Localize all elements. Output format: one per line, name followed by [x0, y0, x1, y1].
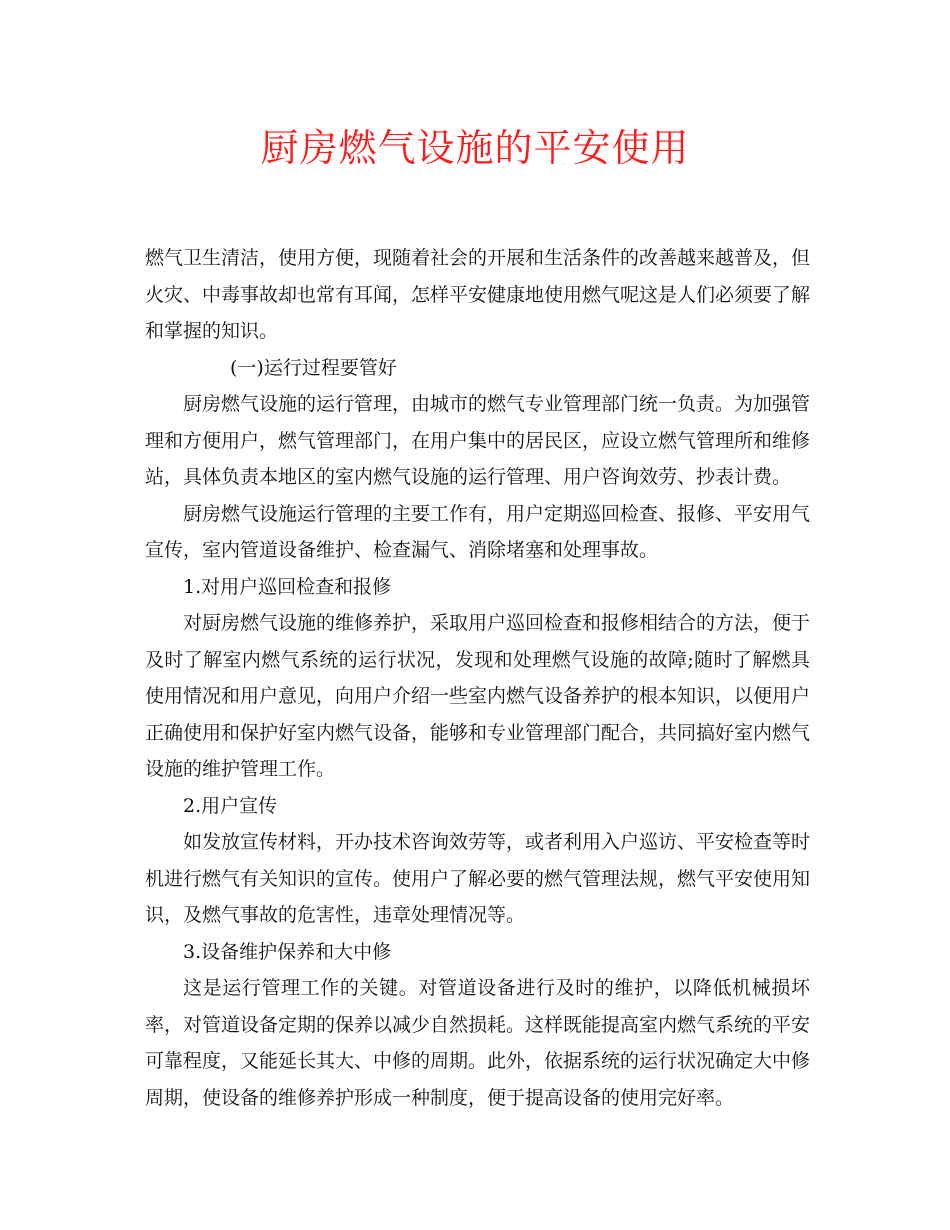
section1-paragraph-2: 厨房燃气设施运行管理的主要工作有，用户定期巡回检查、报修、平安用气宣传，室内管道设备维护、检查漏气、消除堵塞和处理事故。 [145, 502, 811, 561]
section-heading-1: (一)运行过程要管好 [230, 356, 397, 379]
item-heading-1: 1.对用户巡回检查和报修 [183, 575, 392, 598]
item-body-1: 对厨房燃气设施的维修养护，采取用户巡回检查和报修相结合的方法，便于及时了解室内燃气系统的运行状况，发现和处理燃气设施的故障;随时了解燃具使用情况和用户意见，向用户介绍一些室内燃气设备养护的根本知识，以便用户正确使用和保护好室内燃气设备，能够和专业管理部门配合，共同搞好室内燃气设施的维护管理工作。 [145, 612, 811, 780]
item-heading-2: 2.用户宣传 [183, 794, 278, 817]
item-heading-3: 3.设备维护保养和大中修 [183, 940, 392, 963]
intro-paragraph: 燃气卫生清洁，使用方便，现随着社会的开展和生活条件的改善越来越普及，但火灾、中毒事故却也常有耳闻，怎样平安健康地使用燃气呢这是人们必须要了解和掌握的知识。 [145, 247, 811, 342]
document-title: 厨房燃气设施的平安使用 [260, 126, 690, 170]
item-body-2: 如发放宣传材料，开办技术咨询效劳等，或者利用入户巡访、平安检查等时机进行燃气有关知识的宣传。使用户了解必要的燃气管理法规，燃气平安使用知识，及燃气事故的危害性，违章处理情况等。 [145, 831, 811, 926]
document-body [145, 240, 810, 1116]
item-body-3: 这是运行管理工作的关键。对管道设备进行及时的维护，以降低机械损坏率，对管道设备定期的保养以减少自然损耗。这样既能提高室内燃气系统的平安可靠程度，又能延长其大、中修的周期。此外，依据系统的运行状况确定大中修周期，使设备的维修养护形成一种制度，便于提高设备的使用完好率。 [145, 977, 811, 1109]
section1-paragraph-1: 厨房燃气设施的运行管理，由城市的燃气专业管理部门统一负责。为加强管理和方便用户，燃气管理部门，在用户集中的居民区，应设立燃气管理所和维修站，具体负责本地区的室内燃气设施的运行管理、用户咨询效劳、抄表计费。 [145, 393, 811, 488]
